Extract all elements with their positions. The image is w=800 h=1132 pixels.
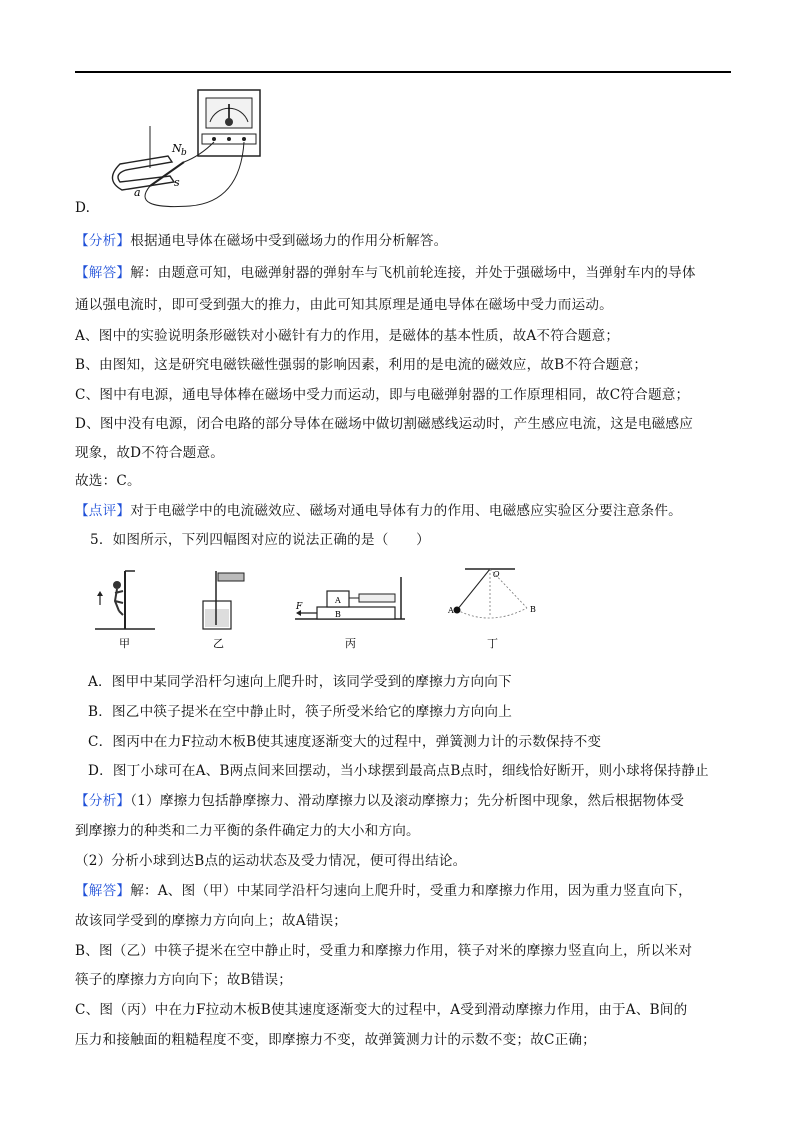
answer-line-1	[75, 264, 696, 282]
answer2-line-1	[75, 882, 692, 900]
explain-c: C、图中有电源，通电导体棒在磁场中受力而运动，即与电磁弹射器的工作原理相同，故C符合题意；	[75, 387, 690, 403]
comment-text: 对于电磁学中的电流磁效应、磁场对通电导体有力的作用、电磁感应实验区分要注意条件。	[130, 503, 682, 519]
label-board-b: B	[335, 610, 341, 619]
explain2-c-2: 压力和接触面的粗糙程度不变，即摩擦力不变，故弹簧测力计的示数不变；故C正确；	[75, 1032, 596, 1048]
label-a: a	[134, 186, 141, 199]
figure-yi	[203, 571, 244, 650]
figure-bing	[295, 577, 405, 650]
option-d-label: D.	[75, 200, 91, 216]
option-b: B．图乙中筷子提米在空中静止时，筷子所受米给它的摩擦力方向向上	[88, 704, 512, 720]
explain-a: A、图中的实验说明条形磁铁对小磁针有力的作用，是磁体的基本性质，故A不符合题意；	[75, 328, 620, 344]
question-5-figures	[95, 563, 735, 668]
answer2-text-1: 解：A、图（甲）中某同学沿杆匀速向上爬升时，受重力和摩擦力作用，因为重力竖直向下，	[130, 883, 692, 899]
analysis-tag: 【分析】	[75, 233, 131, 249]
analysis2-text-1: （1）摩擦力包括静摩擦力、滑动摩擦力以及滚动摩擦力；先分析图中现象，然后根据物体受	[130, 793, 684, 809]
label-b: b	[181, 148, 187, 158]
analysis2-line-2: 到摩擦力的种类和二力平衡的条件确定力的大小和方向。	[75, 823, 420, 839]
caption-yi: 乙	[213, 637, 224, 650]
question-5-stem: 5．如图所示，下列四幅图对应的说法正确的是（ ）	[90, 532, 430, 548]
figure-option-d	[110, 86, 270, 210]
label-ball-a: A	[448, 606, 454, 615]
analysis-line	[75, 232, 447, 250]
answer-text-1: 解：由题意可知，电磁弹射器的弹射车与飞机前轮连接，并处于强磁场中，当弹射车内的导体	[130, 265, 696, 281]
label-ball-b: B	[530, 605, 536, 614]
option-d: D．图丁小球可在A、B两点间来回摆动，当小球摆到最高点B点时，细线恰好断开，则小球将保持静止	[88, 763, 709, 779]
label-block-a: A	[335, 596, 341, 605]
explain2-b-1: B、图（乙）中筷子提米在空中静止时，受重力和摩擦力作用，筷子对米的摩擦力竖直向上，所以米对	[75, 943, 693, 959]
comment-line	[75, 502, 682, 520]
analysis2-line-1	[75, 792, 684, 810]
option-c: C．图丙中在力F拉动木板B使其速度逐渐变大的过程中，弹簧测力计的示数保持不变	[88, 734, 602, 750]
caption-jia: 甲	[119, 637, 130, 650]
answer2-line-2: 故该同学受到的摩擦力方向向上；故A错误；	[75, 913, 348, 929]
analysis2-line-3: （2）分析小球到达B点的运动状态及受力情况，便可得出结论。	[75, 853, 467, 869]
explain-b: B、由图知，这是研究电磁铁磁性强弱的影响因素，利用的是电流的磁效应，故B不符合题意；	[75, 357, 648, 373]
explain-d-2: 现象，故D不符合题意。	[75, 445, 225, 461]
comment-tag: 【点评】	[75, 503, 131, 519]
figure-ding	[447, 569, 536, 650]
explain2-c-1: C、图（丙）中在力F拉动木板B使其速度逐渐变大的过程中，A受到滑动摩擦力作用，由于A、B间的	[75, 1002, 688, 1018]
label-o: O	[493, 570, 500, 579]
answer2-tag: 【解答】	[75, 883, 131, 899]
figure-jia	[95, 571, 155, 650]
label-f: F	[296, 602, 303, 612]
choose-line: 故选：C。	[75, 473, 141, 489]
label-n: N	[172, 142, 182, 155]
explain2-b-2: 筷子的摩擦力方向向下；故B错误；	[75, 972, 293, 988]
caption-ding: 丁	[487, 637, 498, 650]
analysis2-tag: 【分析】	[75, 793, 131, 809]
analysis-text: 根据通电导体在磁场中受到磁场力的作用分析解答。	[130, 233, 448, 249]
header-rule	[75, 71, 731, 73]
label-s: s	[174, 176, 180, 189]
option-a: A．图甲中某同学沿杆匀速向上爬升时，该同学受到的摩擦力方向向下	[88, 674, 512, 690]
answer-line-2: 通以强电流时，即可受到强大的推力，由此可知其原理是通电导体在磁场中受力而运动。	[75, 297, 613, 313]
answer-tag: 【解答】	[75, 265, 131, 281]
explain-d-1: D、图中没有电源，闭合电路的部分导体在磁场中做切割磁感线运动时，产生感应电流，这是电磁感应	[75, 416, 694, 432]
caption-bing: 丙	[345, 637, 356, 650]
